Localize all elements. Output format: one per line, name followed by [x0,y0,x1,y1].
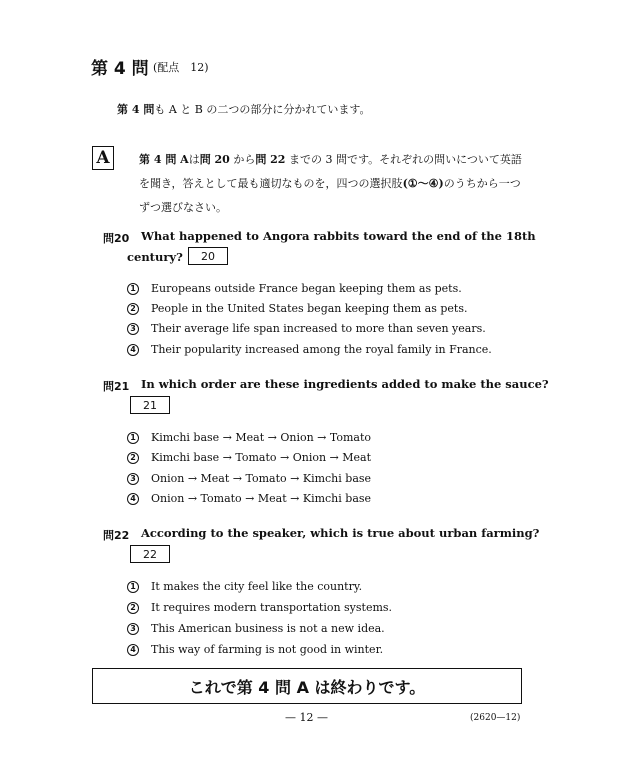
option-text: Their popularity increased among the royal family in France. [151,343,492,356]
section-title: 第 4 問 [91,59,149,79]
answer-box: 21 [130,396,170,414]
question-text: What happened to Angora rabbits toward the end of the 18th [141,229,536,243]
option-number: 3 [127,623,139,635]
instr-text: までの 3 問です。それぞれの問いについて英語を聞き，答えとして最も適切なものを，四つの選択肢 [139,153,522,190]
intro-prefix: 第 4 問 [117,103,155,116]
option-number: 4 [127,344,139,356]
option [127,580,362,593]
question-text: In which order are these ingredients added to make the sauce? [141,377,549,391]
end-notice: これで第 4 問 A は終わりです。 [92,668,522,704]
option [127,431,371,444]
option-number: 1 [127,283,139,295]
option-text: It makes the city feel like the country. [151,580,363,593]
option-number: 4 [127,644,139,656]
option-text: Their average life span increased to more than seven years. [151,322,486,335]
question-text: According to the speaker, which is true about urban farming? [141,526,540,540]
option-text: It requires modern transportation systems. [151,601,393,614]
option [127,492,371,505]
option-text: Kimchi base → Meat → Onion → Tomato [151,431,372,444]
option-text: Onion → Meat → Tomato → Kimchi base [151,472,372,485]
intro-body: も A と B の二つの部分に分かれています。 [154,103,371,116]
option-text: People in the United States began keeping them as pets. [151,302,468,315]
question-text: century? [127,250,183,264]
option-text: Onion → Tomato → Meat → Kimchi base [151,492,372,505]
instr-text: から [229,153,256,166]
option-text: Kimchi base → Tomato → Onion → Meat [151,451,372,464]
option [127,451,371,464]
section-label-box: A [92,146,114,170]
option-number: 1 [127,581,139,593]
instr-part-name: 第 4 問 A [139,153,189,166]
intro-text [117,101,370,117]
question-number: 問20 [103,232,130,245]
instr-text: は [188,153,200,166]
option-text: This American business is not a new idea. [151,622,385,635]
answer-box: 22 [130,545,170,563]
option-text: This way of farming is not good in winter. [151,643,384,656]
instr-text: のうちから一つずつ選びなさい。 [139,177,521,214]
page-code: (2620—12) [470,713,521,723]
instructions [139,148,531,220]
option-number: 4 [127,493,139,505]
option [127,622,385,635]
question-number: 問21 [103,380,130,393]
option [127,322,486,335]
option [127,282,462,295]
option-number: 1 [127,432,139,444]
option-number: 2 [127,452,139,464]
option [127,472,371,485]
option-number: 3 [127,323,139,335]
option-text: Europeans outside France began keeping them as pets. [151,282,462,295]
option [127,302,468,315]
question-number: 問22 [103,529,130,542]
instr-q-end: 問 22 [255,153,286,166]
page-number: — 12 — [285,711,328,724]
instr-range: (①〜④) [402,177,444,190]
instr-q-start: 問 20 [199,153,230,166]
option-number: 2 [127,303,139,315]
answer-box: 20 [188,247,228,265]
option-number: 2 [127,602,139,614]
option-number: 3 [127,473,139,485]
option [127,343,492,356]
points-label: (配点 12) [153,61,209,74]
option [127,643,383,656]
option [127,601,392,614]
